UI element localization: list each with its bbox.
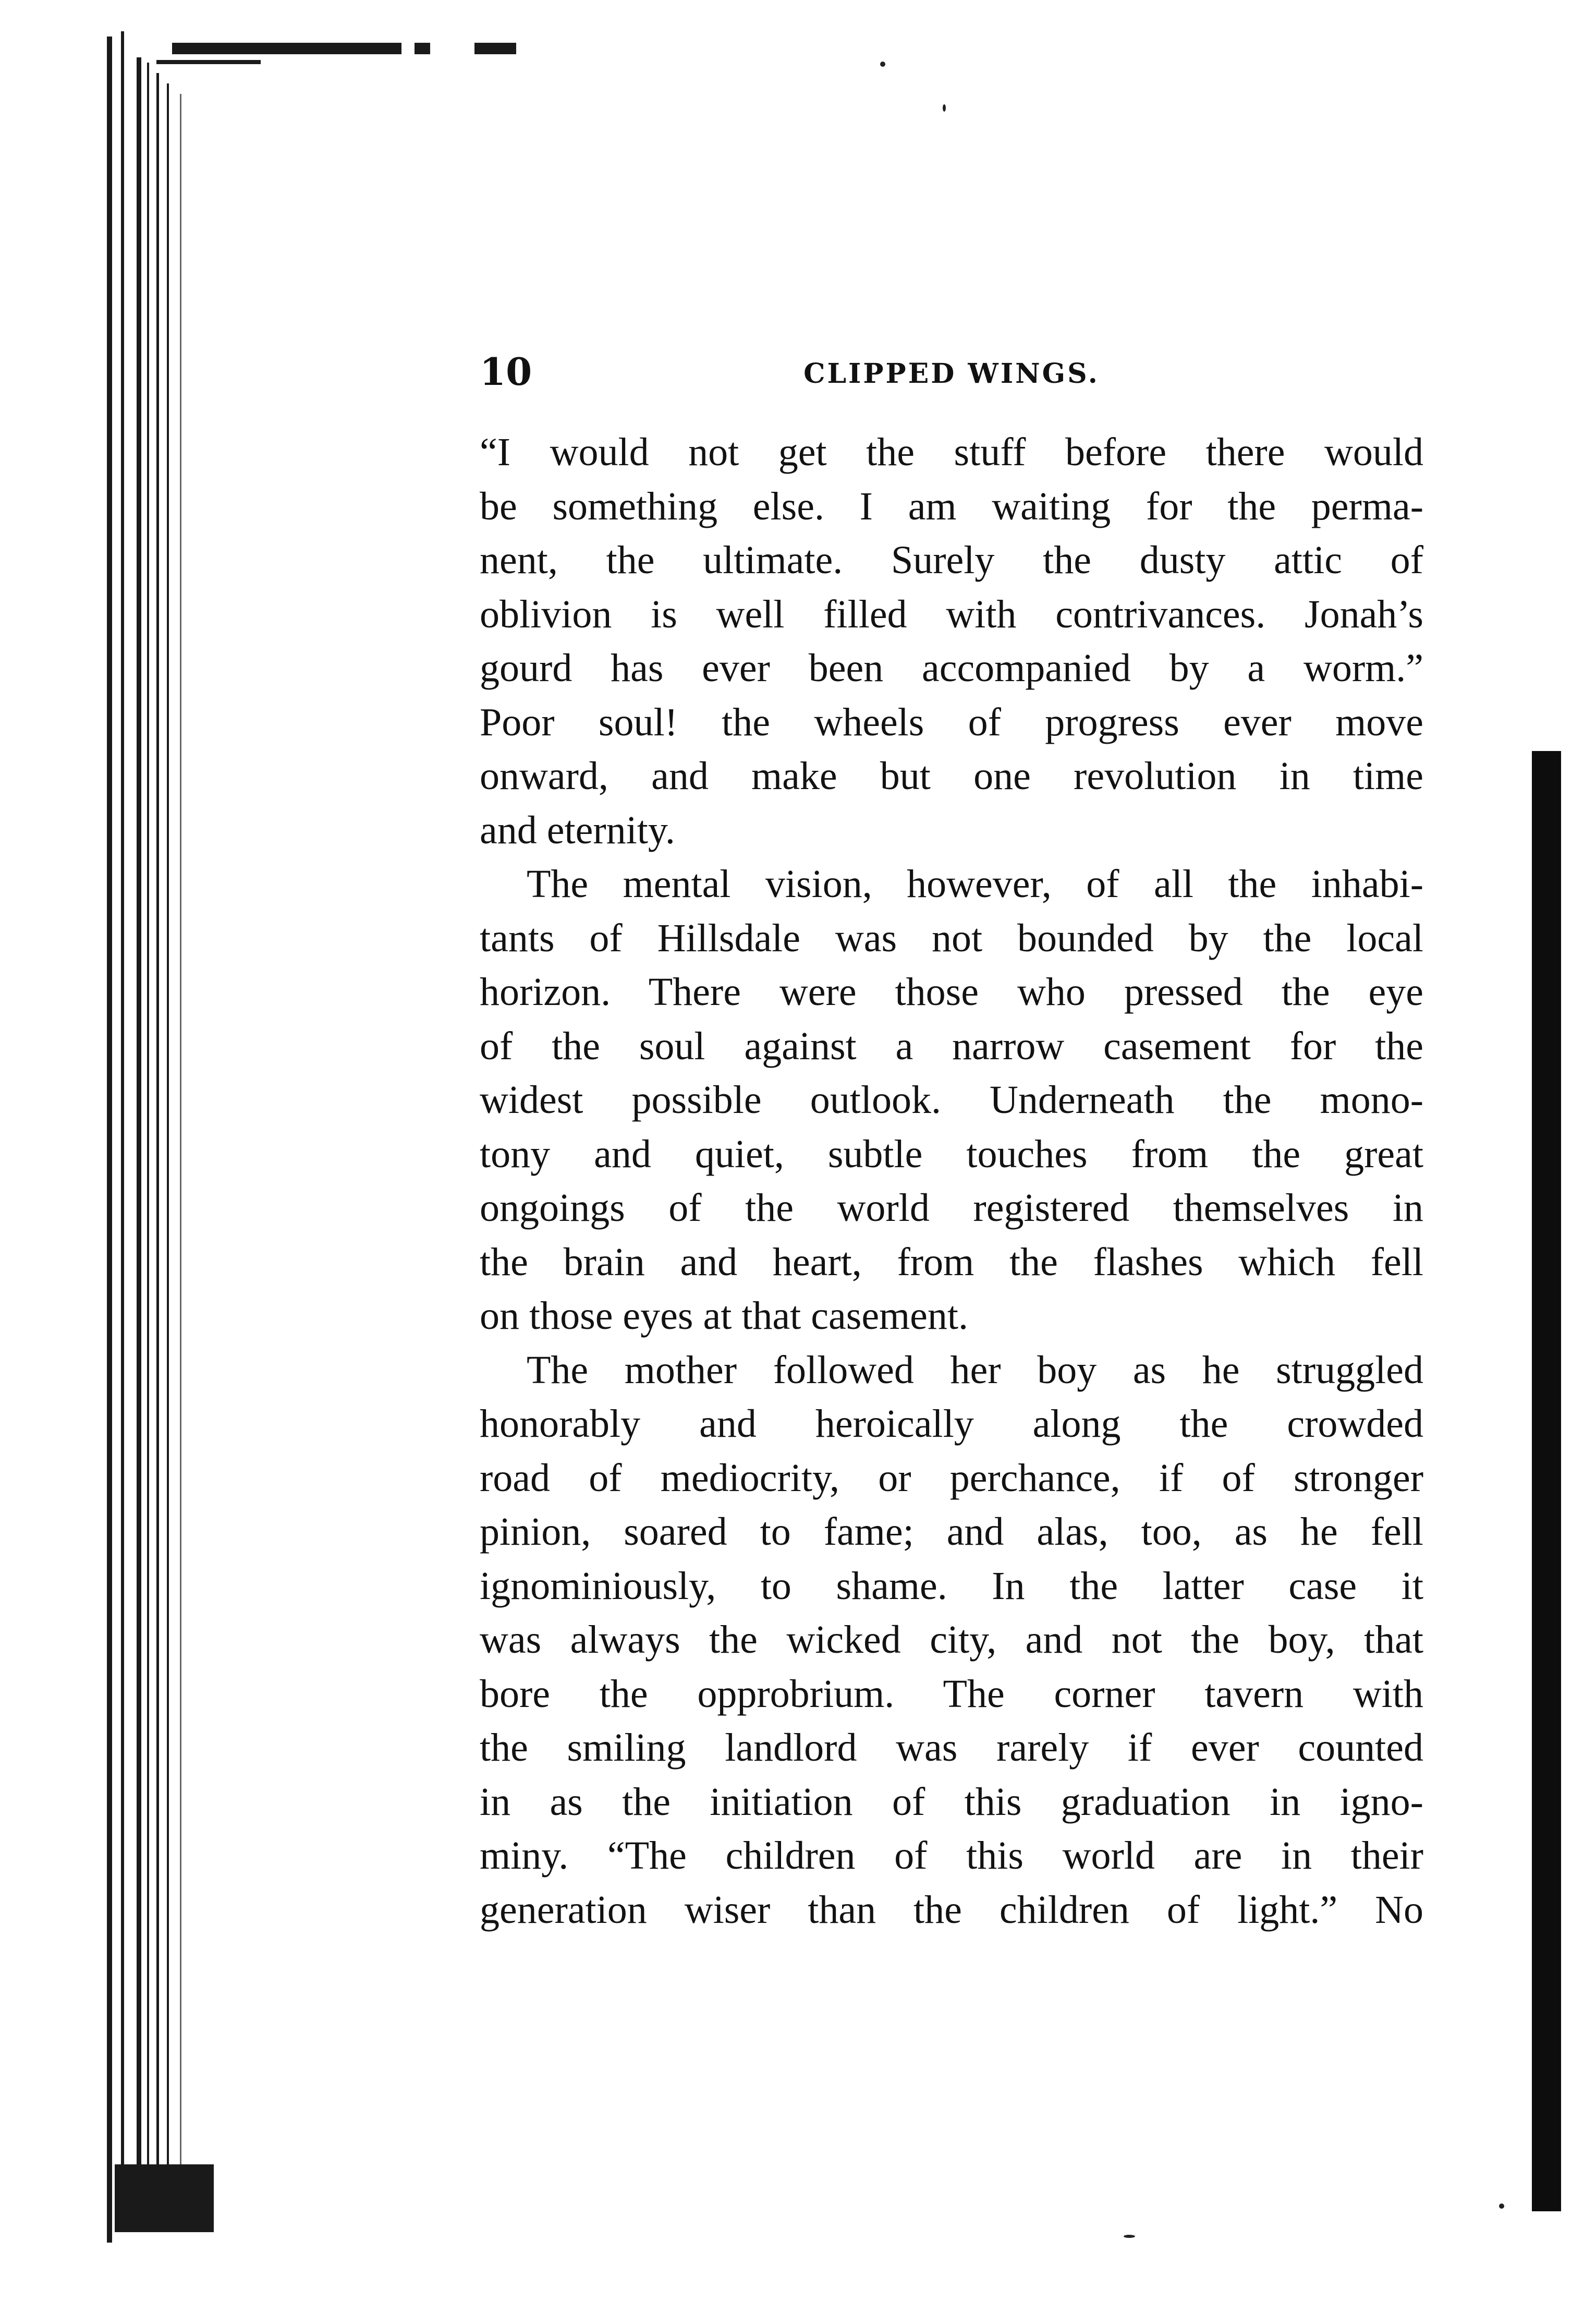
top-rule-artifact — [415, 43, 430, 54]
text-line: Poor soul! the wheels of progress ever move — [480, 700, 1423, 744]
text-line: tants of Hillsdale was not bounded by the local — [480, 916, 1423, 960]
text-line: widest possible outlook. Underneath the mono- — [480, 1078, 1423, 1122]
text-line: The mother followed her boy as he struggled — [527, 1348, 1423, 1392]
top-rule-artifact — [156, 60, 261, 64]
scan-speck — [1499, 2203, 1504, 2209]
running-head — [480, 339, 1423, 396]
text-line: “I would not get the stuff before there would — [480, 430, 1423, 474]
scan-edge-bar — [1532, 751, 1561, 2211]
text-line: the smiling landlord was rarely if ever counted — [480, 1726, 1423, 1770]
paragraph-1 — [480, 426, 1423, 857]
text-line: pinion, soared to fame; and alas, too, as he fell — [480, 1510, 1423, 1554]
text-line: was always the wicked city, and not the boy, that — [480, 1618, 1423, 1662]
book-page — [480, 339, 1423, 1937]
text-line: miny. “The children of this world are in their — [480, 1834, 1423, 1878]
top-rule-artifact — [172, 43, 401, 54]
text-line: ongoings of the world registered themselves in — [480, 1186, 1423, 1230]
running-title: CLIPPED WINGS. — [803, 358, 1100, 390]
text-line: oblivion is well filled with contrivances. Jonah’s — [480, 592, 1423, 636]
text-line: be something else. I am waiting for the perma- — [480, 484, 1423, 528]
scan-speck — [880, 62, 885, 67]
text-line: road of mediocrity, or perchance, if of stronger — [480, 1456, 1423, 1500]
text-line: gourd has ever been accompanied by a worm.” — [480, 646, 1423, 690]
text-line: The mental vision, however, of all the inhabi- — [527, 862, 1423, 906]
text-line: on those eyes at that casement. — [480, 1294, 969, 1338]
text-line: in as the initiation of this graduation in igno- — [480, 1779, 1423, 1824]
text-line: ignominiously, to shame. In the latter case it — [480, 1564, 1423, 1608]
paragraph-2 — [480, 857, 1423, 1343]
scan-speck — [1124, 2235, 1135, 2238]
text-line: generation wiser than the children of light.” No — [480, 1887, 1423, 1932]
text-line: bore the opprobrium. The corner tavern with — [480, 1672, 1423, 1716]
text-line: of the soul against a narrow casement for the — [480, 1024, 1423, 1068]
text-line: the brain and heart, from the flashes which fell — [480, 1240, 1423, 1284]
page-number: 10 — [480, 349, 532, 394]
paragraph-3 — [480, 1343, 1423, 1937]
text-line: horizon. There were those who pressed the eye — [480, 970, 1423, 1014]
body-text — [480, 426, 1423, 1937]
top-rule-artifact — [474, 43, 516, 54]
scan-speck — [943, 104, 946, 112]
text-line: honorably and heroically along the crowded — [480, 1402, 1423, 1446]
text-line: and eternity. — [480, 808, 675, 852]
text-line: nent, the ultimate. Surely the dusty attic of — [480, 538, 1423, 582]
text-line: tony and quiet, subtle touches from the great — [480, 1132, 1423, 1176]
text-line: onward, and make but one revolution in time — [480, 754, 1423, 798]
page-binding-edge — [0, 0, 219, 2313]
